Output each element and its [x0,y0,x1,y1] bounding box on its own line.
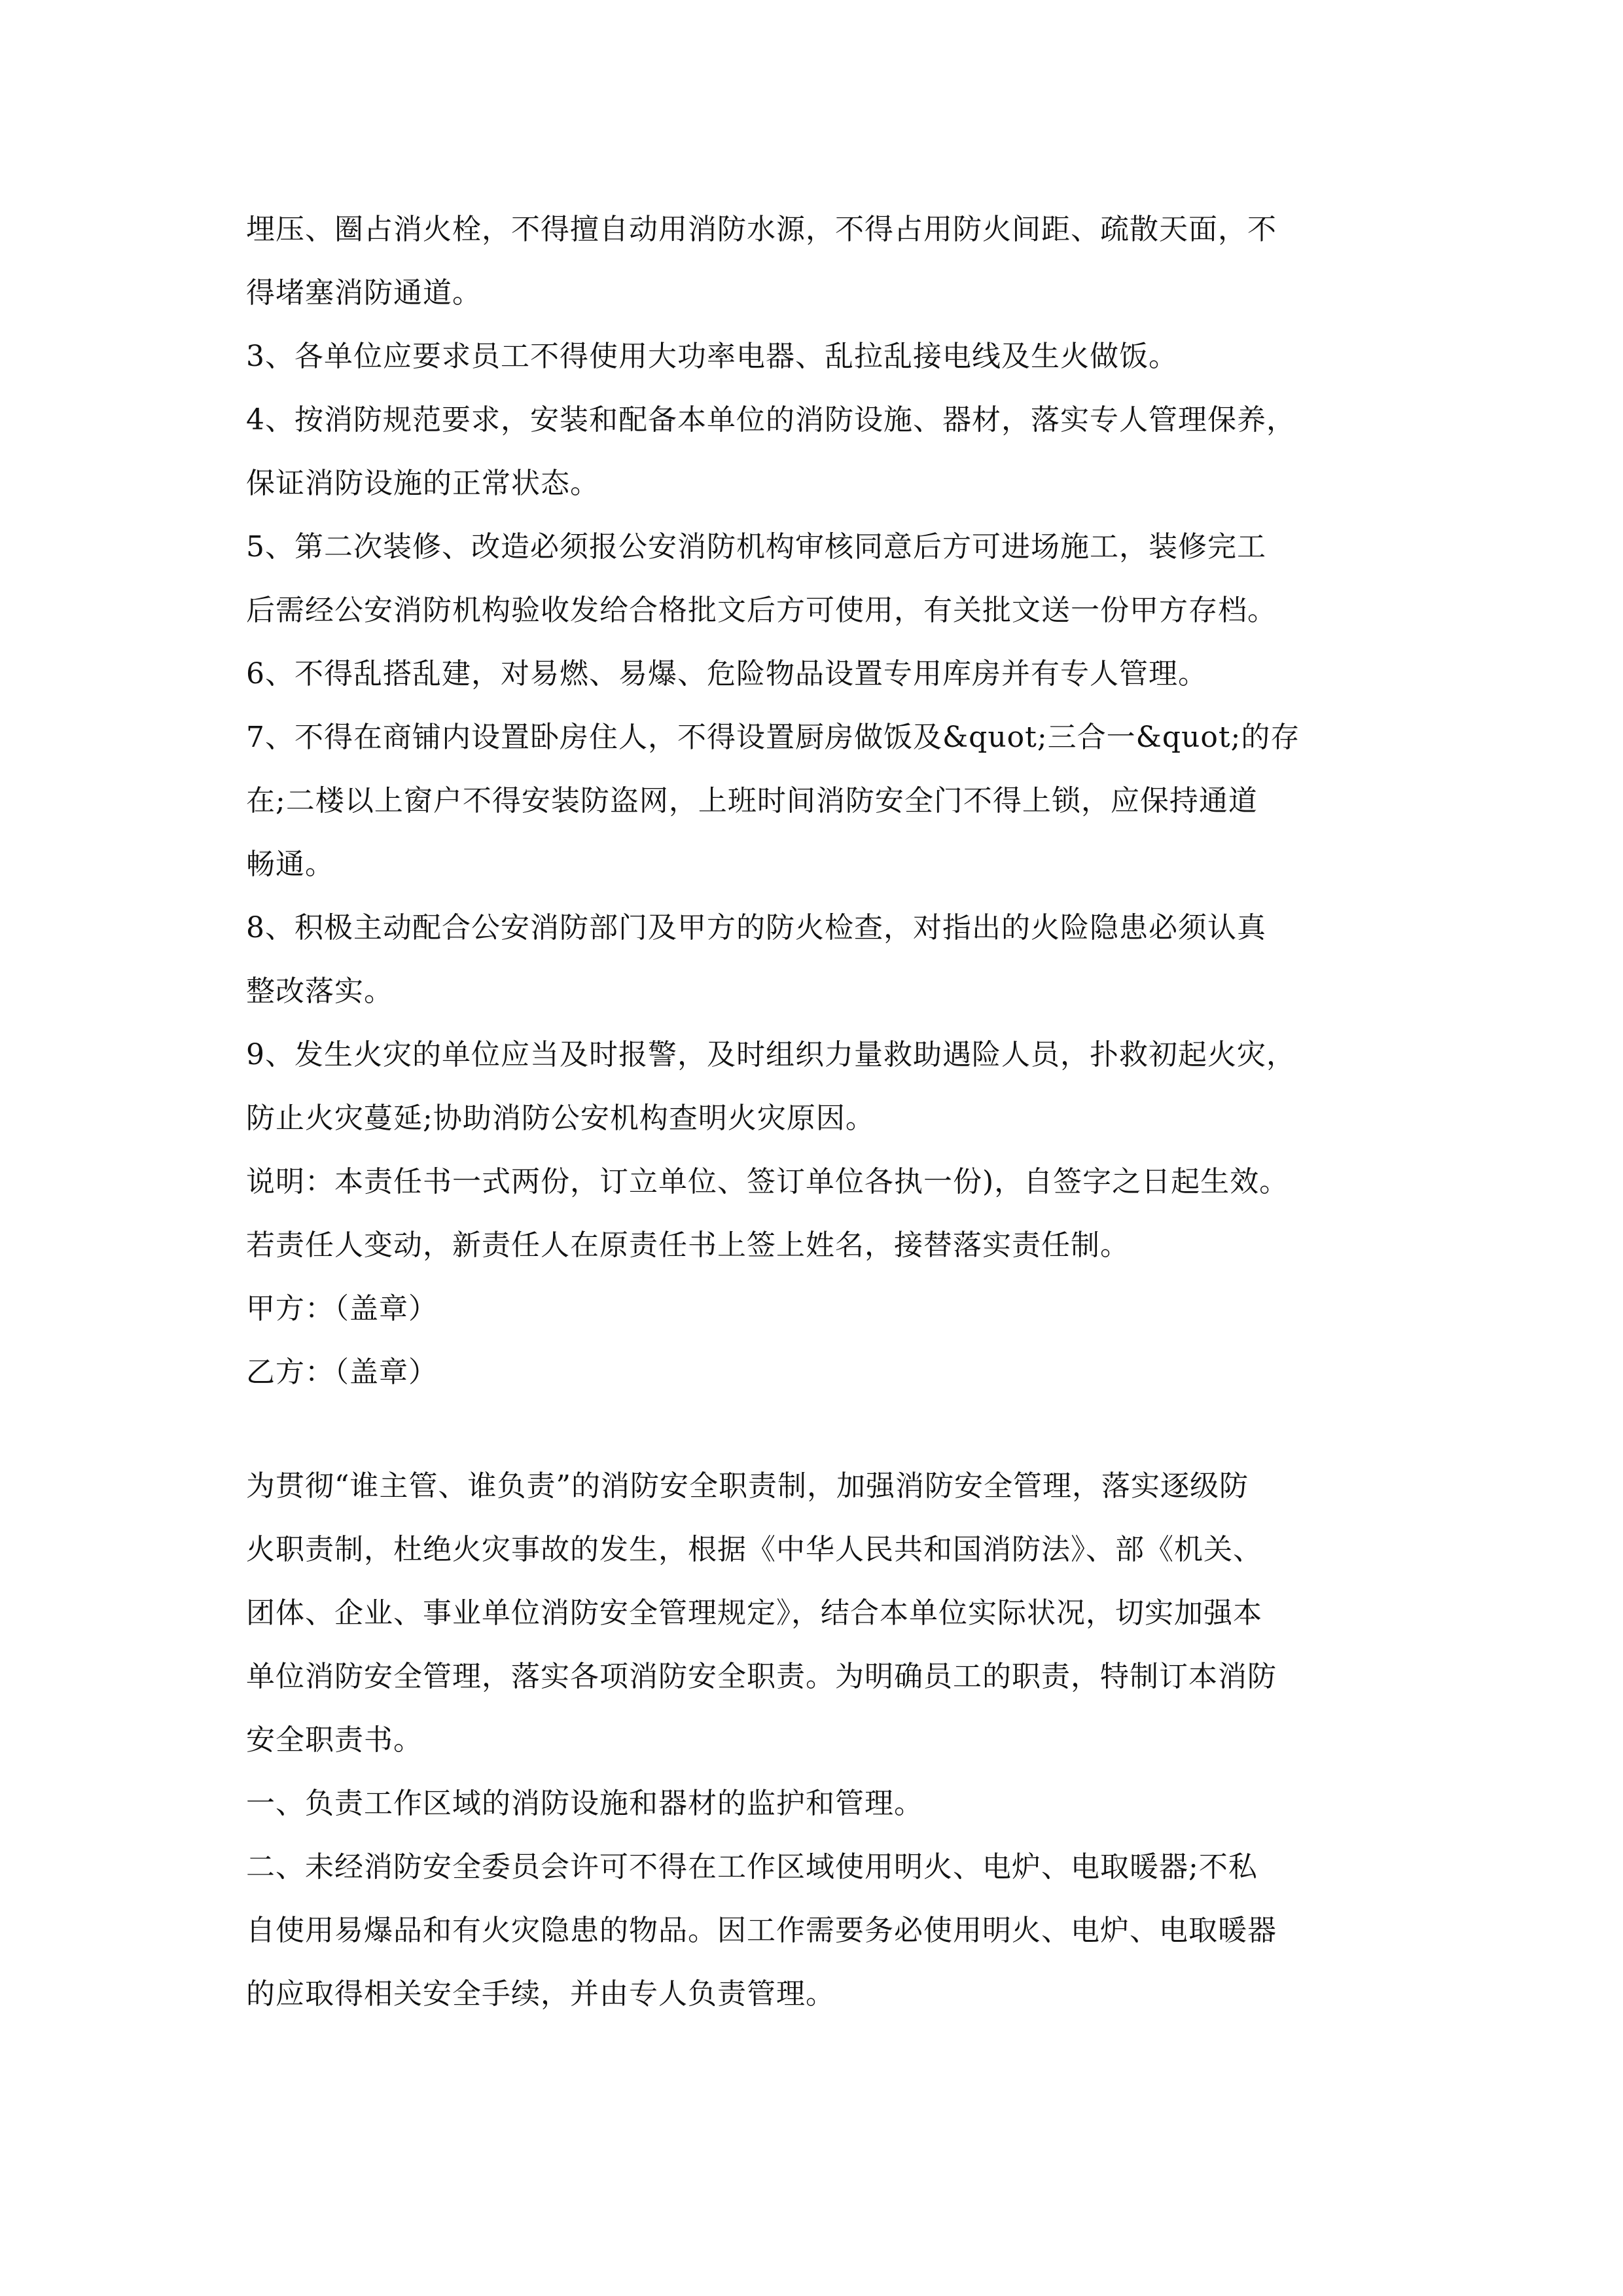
text-line: 团体、企业、事业单位消防安全管理规定》，结合本单位实际状况，切实加强本 [246,1596,1262,1630]
text-line: 畅通。 [246,848,334,881]
text-line: 3、各单位应要求员工不得使用大功率电器、乱拉乱接电线及生火做饭。 [246,340,1178,373]
text-line: 埋压、圈占消火栓，不得擅自动用消防水源，不得占用防火间距、疏散天面，不 [246,213,1277,246]
section-two-paragraph [246,1454,1398,1772]
text-line: 自使用易爆品和有火灾隐患的物品。因工作需要务必使用明火、电炉、电取暖器 [246,1914,1277,1947]
section-one-paragraph [246,706,1398,896]
text-line: 保证消防设施的正常状态。 [246,467,599,500]
text-line: 说明：本责任书一式两份，订立单位、签订单位各执一份)，自签字之日起生效。 [246,1165,1289,1198]
text-line: 整改落实。 [246,975,393,1008]
section-one-paragraph [246,198,1398,325]
text-line: 得堵塞消防通道。 [246,276,482,310]
text-line: 6、不得乱搭乱建，对易燃、易爆、危险物品设置专用库房并有专人管理。 [246,657,1207,691]
section-one-paragraph [246,1277,1398,1340]
text-line: 5、第二次装修、改造必须报公安消防机构审核同意后方可进场施工，装修完工 [246,530,1266,564]
text-line: 后需经公安消防机构验收发给合格批文后方可使用，有关批文送一份甲方存档。 [246,594,1277,627]
section-two [246,1454,1398,2026]
section-one-paragraph [246,1340,1398,1404]
text-line: 防止火灾蔓延;协助消防公安机构查明火灾原因。 [246,1102,875,1135]
text-line: 8、积极主动配合公安消防部门及甲方的防火检查，对指出的火险隐患必须认真 [246,911,1266,944]
section-two-paragraph [246,1835,1398,2026]
section-one-paragraph [246,388,1398,515]
text-line: 甲方：（盖章） [246,1292,438,1325]
text-line: 乙方：（盖章） [246,1355,438,1389]
section-one-paragraph [246,1023,1398,1150]
text-line: 单位消防安全管理，落实各项消防安全职责。为明确员工的职责，特制订本消防 [246,1660,1277,1693]
text-line: 为贯彻“谁主管、谁负责”的消防安全职责制，加强消防安全管理，落实逐级防 [246,1469,1249,1503]
section-one-paragraph [246,325,1398,388]
section-one-paragraph [246,1150,1398,1277]
section-one-paragraph [246,642,1398,706]
text-line: 安全职责书。 [246,1723,423,1757]
text-line: 火职责制，杜绝火灾事故的发生，根据《中华人民共和国消防法》、部《机关、 [246,1533,1262,1566]
section-one-paragraph [246,896,1398,1023]
text-line: 二、未经消防安全委员会许可不得在工作区域使用明火、电炉、电取暖器;不私 [246,1850,1258,1884]
text-line: 在;二楼以上窗户不得安装防盗网，上班时间消防安全门不得上锁，应保持通道 [246,784,1258,817]
section-one [246,198,1398,1404]
text-line: 的应取得相关安全手续，并由专人负责管理。 [246,1977,835,2011]
text-line: 9、发生火灾的单位应当及时报警，及时组织力量救助遇险人员，扑救初起火灾， [246,1038,1296,1071]
text-line: 若责任人变动，新责任人在原责任书上签上姓名，接替落实责任制。 [246,1229,1130,1262]
text-line: 7、不得在商铺内设置卧房住人，不得设置厨房做饭及&quot;三合一&quot;的存 [246,721,1300,754]
text-line: 4、按消防规范要求，安装和配备本单位的消防设施、器材，落实专人管理保养， [246,403,1296,437]
text-line: 一、负责工作区域的消防设施和器材的监护和管理。 [246,1787,923,1820]
section-one-paragraph [246,515,1398,642]
section-two-paragraph [246,1772,1398,1835]
